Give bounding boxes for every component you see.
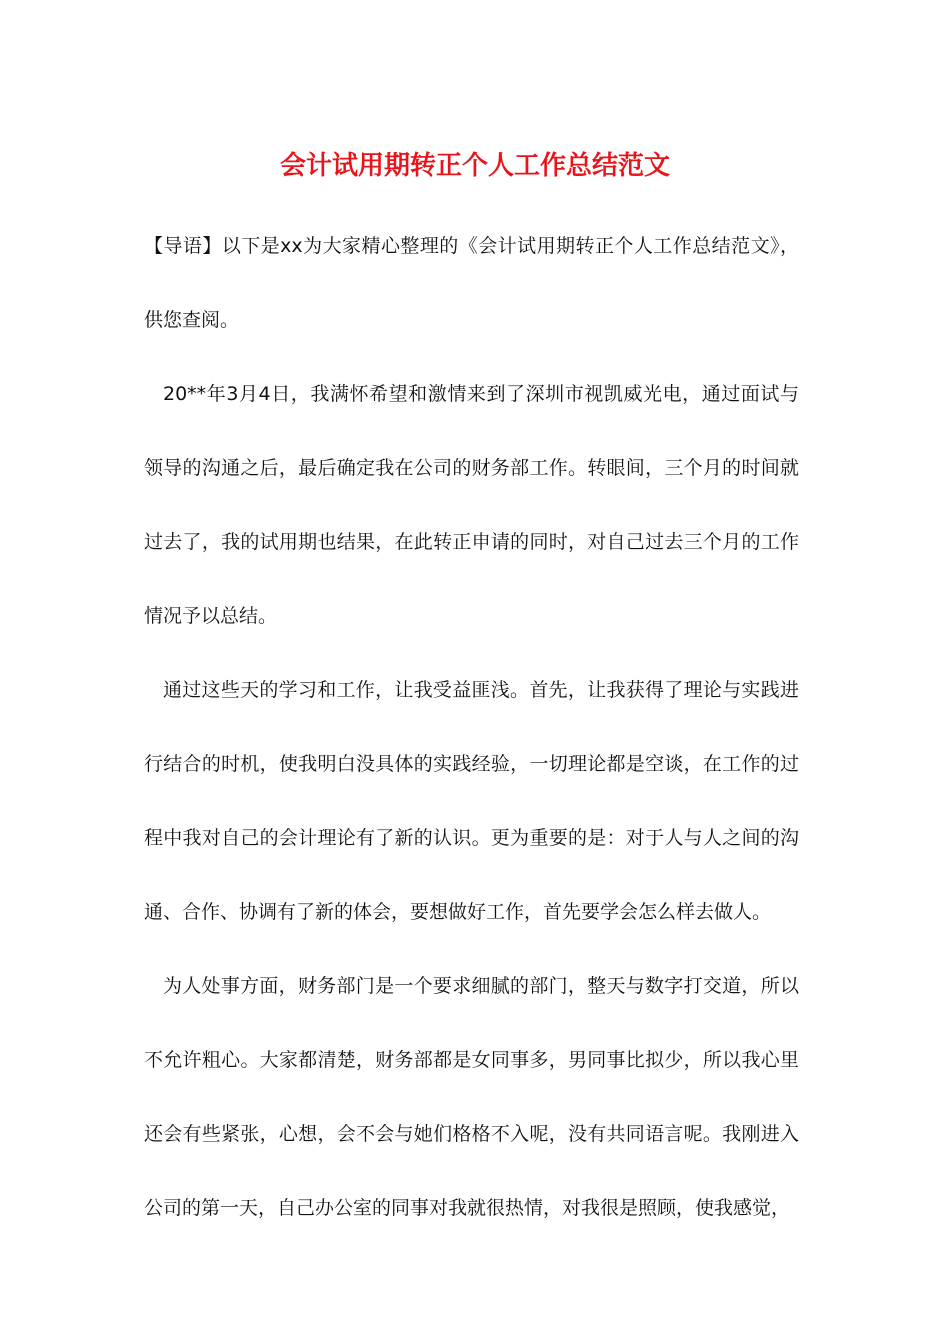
paragraph-conduct: 为人处事方面，财务部门是一个要求细腻的部门，整天与数字打交道，所以不允许粗心。大家都清楚，财务部都是女同事多，男同事比拟少，所以我心里还会有些紧张，心想，会不会与她们格格不入呢，没有共同语言呢。我刚进入公司的第一天，自己办公室的同事对我就很热情，对我很是照顾，使我感觉， [144, 975, 799, 1219]
document-body [144, 209, 799, 1245]
paragraph-learning: 通过这些天的学习和工作，让我受益匪浅。首先，让我获得了理论与实践进行结合的时机，使我明白没具体的实践经验，一切理论都是空谈，在工作的过程中我对自己的会计理论有了新的认识。更为重要的是：对于人与人之间的沟通、合作、协调有了新的体会，要想做好工作，首先要学会怎么样去做人。 [144, 679, 799, 923]
intro-paragraph: 【导语】以下是xx为大家精心整理的《会计试用期转正个人工作总结范文》，供您查阅。 [144, 235, 799, 331]
paragraph-arrival: 20**年3月4日，我满怀希望和激情来到了深圳市视凯威光电，通过面试与领导的沟通之后，最后确定我在公司的财务部工作。转眼间，三个月的时间就过去了，我的试用期也结果，在此转正申请的同时，对自己过去三个月的工作情况予以总结。 [144, 383, 799, 627]
document-title: 会计试用期转正个人工作总结范文 [279, 151, 670, 181]
